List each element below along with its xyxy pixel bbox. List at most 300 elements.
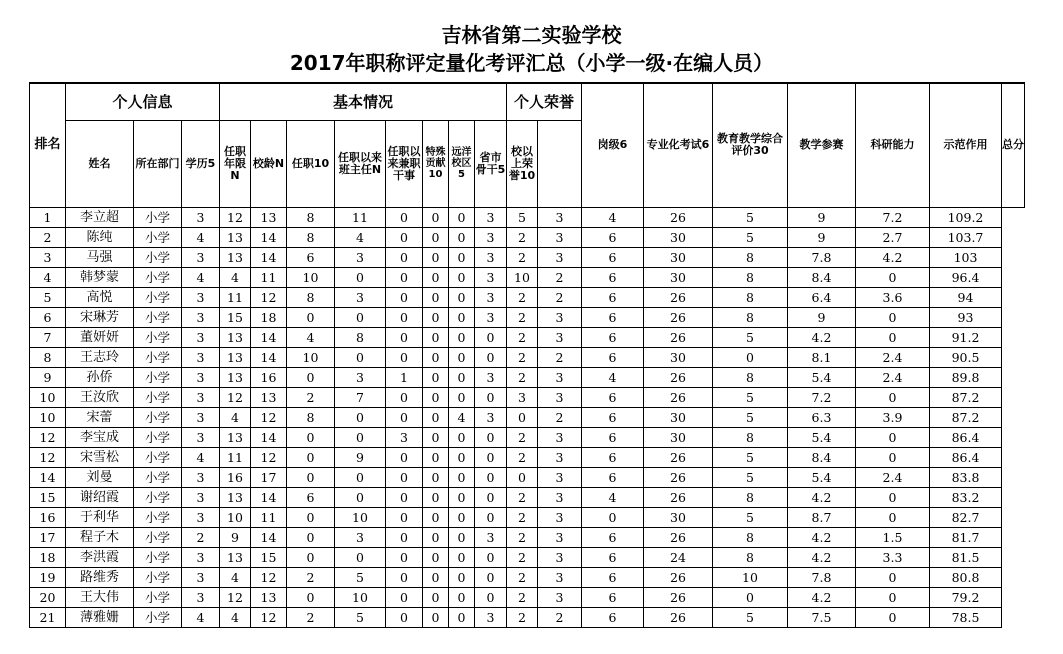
name-cell: 程子木	[66, 527, 134, 547]
rank-cell: 21	[30, 607, 66, 627]
name-cell: 韩梦蒙	[66, 267, 134, 287]
score-cell: 30	[644, 427, 713, 447]
name-cell: 孙侨	[66, 367, 134, 387]
score-cell: 3	[335, 367, 386, 387]
table-row	[30, 267, 1025, 287]
score-cell: 26	[644, 447, 713, 467]
score-cell: 3	[538, 587, 582, 607]
rank-cell: 4	[30, 267, 66, 287]
score-cell: 7.2	[856, 207, 930, 227]
score-cell: 30	[644, 267, 713, 287]
name-cell: 李立超	[66, 207, 134, 227]
header-rank: 排名	[30, 83, 66, 207]
score-cell: 0	[386, 387, 423, 407]
score-cell: 6	[582, 587, 644, 607]
dept-cell: 小学	[134, 307, 182, 327]
score-cell: 86.4	[930, 447, 1002, 467]
score-cell: 12	[251, 407, 287, 427]
score-cell: 5	[713, 227, 788, 247]
score-cell: 8.1	[788, 347, 856, 367]
rank-cell: 10	[30, 407, 66, 427]
score-cell: 4	[335, 227, 386, 247]
score-cell: 13	[220, 427, 251, 447]
score-cell: 3	[182, 247, 220, 267]
score-cell: 83.8	[930, 467, 1002, 487]
score-cell: 3	[335, 527, 386, 547]
score-cell: 8	[713, 427, 788, 447]
score-cell: 5	[713, 207, 788, 227]
score-cell: 0	[856, 607, 930, 627]
score-cell: 3	[335, 247, 386, 267]
score-cell: 0	[449, 567, 475, 587]
score-cell: 4	[220, 267, 251, 287]
score-cell: 12	[220, 387, 251, 407]
rank-cell: 1	[30, 207, 66, 227]
score-cell: 15	[251, 547, 287, 567]
score-cell: 3	[475, 287, 507, 307]
dept-cell: 小学	[134, 347, 182, 367]
score-cell: 2	[287, 607, 335, 627]
score-cell: 8.4	[788, 447, 856, 467]
score-cell: 4	[449, 407, 475, 427]
dept-cell: 小学	[134, 207, 182, 227]
name-cell: 王汝欣	[66, 387, 134, 407]
score-cell: 3	[182, 427, 220, 447]
score-cell: 9	[788, 307, 856, 327]
score-cell: 6	[582, 547, 644, 567]
score-cell: 3	[182, 347, 220, 367]
score-cell: 0	[423, 567, 449, 587]
rank-cell: 15	[30, 487, 66, 507]
score-cell: 2	[507, 347, 538, 367]
name-cell: 李宝成	[66, 427, 134, 447]
rank-cell: 19	[30, 567, 66, 587]
score-cell: 2	[507, 227, 538, 247]
header-remote: 远洋校区5	[449, 120, 475, 207]
score-cell: 0	[423, 527, 449, 547]
score-cell: 26	[644, 207, 713, 227]
score-cell: 16	[251, 367, 287, 387]
rank-cell: 5	[30, 287, 66, 307]
score-cell: 8	[713, 247, 788, 267]
score-cell: 0	[423, 327, 449, 347]
score-cell: 18	[251, 307, 287, 327]
score-cell: 0	[423, 467, 449, 487]
score-cell: 103.7	[930, 227, 1002, 247]
score-cell: 0	[423, 307, 449, 327]
header-total: 总分	[1002, 83, 1025, 207]
table-row	[30, 547, 1025, 567]
score-cell: 0	[475, 487, 507, 507]
score-cell: 0	[449, 447, 475, 467]
score-cell: 3	[538, 307, 582, 327]
score-cell: 8	[713, 487, 788, 507]
score-cell: 8	[287, 287, 335, 307]
score-cell: 3	[182, 507, 220, 527]
score-cell: 4	[220, 567, 251, 587]
school-title: 吉林省第二实验学校	[441, 23, 622, 47]
score-cell: 26	[644, 487, 713, 507]
score-cell: 0	[287, 367, 335, 387]
score-cell: 2	[287, 567, 335, 587]
score-cell: 83.2	[930, 487, 1002, 507]
score-cell: 0	[423, 227, 449, 247]
table-row	[30, 567, 1025, 587]
score-cell: 0	[423, 607, 449, 627]
score-cell: 0	[423, 347, 449, 367]
score-cell: 17	[251, 467, 287, 487]
score-cell: 91.2	[930, 327, 1002, 347]
score-cell: 0	[475, 427, 507, 447]
score-cell: 0	[582, 507, 644, 527]
score-cell: 0	[856, 587, 930, 607]
score-cell: 5.4	[788, 467, 856, 487]
score-cell: 6	[582, 567, 644, 587]
score-cell: 3	[538, 387, 582, 407]
score-cell: 5	[713, 447, 788, 467]
score-cell: 3	[182, 407, 220, 427]
score-cell: 26	[644, 327, 713, 347]
header-school-honor: 校以上荣誉10	[507, 120, 538, 207]
name-cell: 宋雪松	[66, 447, 134, 467]
score-cell: 0	[386, 507, 423, 527]
table-body	[30, 207, 1025, 627]
score-cell: 26	[644, 567, 713, 587]
score-cell: 4	[582, 367, 644, 387]
score-cell: 3	[182, 207, 220, 227]
score-cell: 0	[335, 427, 386, 447]
score-cell: 3	[538, 487, 582, 507]
score-cell: 10	[335, 507, 386, 527]
score-cell: 0	[856, 507, 930, 527]
score-cell: 26	[644, 367, 713, 387]
score-cell: 2	[287, 387, 335, 407]
dept-cell: 小学	[134, 467, 182, 487]
table-row	[30, 487, 1025, 507]
score-cell: 0	[475, 547, 507, 567]
score-cell: 2.4	[856, 347, 930, 367]
score-cell: 81.7	[930, 527, 1002, 547]
score-cell: 2	[507, 307, 538, 327]
score-cell: 7.8	[788, 247, 856, 267]
score-cell: 4.2	[856, 247, 930, 267]
score-cell: 6	[582, 347, 644, 367]
table-row	[30, 367, 1025, 387]
score-cell: 5	[507, 207, 538, 227]
score-cell: 2	[507, 507, 538, 527]
score-cell: 7.8	[788, 567, 856, 587]
score-cell: 11	[251, 267, 287, 287]
score-cell: 2	[538, 267, 582, 287]
score-cell: 89.8	[930, 367, 1002, 387]
score-table	[29, 82, 1025, 628]
score-cell: 0	[449, 527, 475, 547]
score-cell: 0	[423, 407, 449, 427]
score-cell: 0	[423, 587, 449, 607]
score-cell: 0	[423, 287, 449, 307]
table-row	[30, 327, 1025, 347]
score-cell: 5	[713, 407, 788, 427]
score-cell: 3	[538, 447, 582, 467]
score-cell: 30	[644, 247, 713, 267]
score-cell: 14	[251, 527, 287, 547]
score-cell: 2	[507, 587, 538, 607]
score-cell: 10	[713, 567, 788, 587]
score-cell: 26	[644, 307, 713, 327]
score-cell: 5.4	[788, 427, 856, 447]
dept-cell: 小学	[134, 567, 182, 587]
table-row	[30, 407, 1025, 427]
header-research: 科研能力	[856, 83, 930, 207]
score-cell: 8	[713, 307, 788, 327]
score-cell: 0	[287, 427, 335, 447]
dept-cell: 小学	[134, 487, 182, 507]
score-cell: 7.5	[788, 607, 856, 627]
score-cell: 0	[423, 447, 449, 467]
score-cell: 5	[713, 467, 788, 487]
score-cell: 30	[644, 407, 713, 427]
score-cell: 4	[182, 227, 220, 247]
rank-cell: 6	[30, 307, 66, 327]
score-cell: 4	[582, 487, 644, 507]
score-cell: 0	[386, 267, 423, 287]
score-cell: 0	[386, 487, 423, 507]
score-cell: 8	[713, 267, 788, 287]
score-cell: 0	[386, 547, 423, 567]
score-cell: 0	[449, 427, 475, 447]
score-cell: 4.2	[788, 487, 856, 507]
score-cell: 4	[220, 407, 251, 427]
table-row	[30, 467, 1025, 487]
score-cell: 0	[507, 407, 538, 427]
score-cell: 2	[538, 287, 582, 307]
score-cell: 4	[182, 267, 220, 287]
score-cell: 0	[335, 487, 386, 507]
rank-cell: 10	[30, 387, 66, 407]
name-cell: 陈纯	[66, 227, 134, 247]
score-cell: 13	[251, 207, 287, 227]
score-cell: 0	[386, 567, 423, 587]
score-cell: 6	[582, 327, 644, 347]
score-cell: 5	[713, 327, 788, 347]
score-cell: 30	[644, 227, 713, 247]
score-cell: 0	[386, 307, 423, 327]
score-cell: 12	[251, 607, 287, 627]
table-row	[30, 387, 1025, 407]
score-cell: 6	[287, 247, 335, 267]
header-demo: 示范作用	[930, 83, 1002, 207]
score-cell: 13	[220, 487, 251, 507]
score-cell: 0	[449, 327, 475, 347]
score-cell: 0	[287, 467, 335, 487]
score-cell: 30	[644, 347, 713, 367]
score-cell: 5	[335, 607, 386, 627]
score-cell: 4.2	[788, 587, 856, 607]
score-cell: 2	[507, 287, 538, 307]
score-cell: 0	[449, 487, 475, 507]
score-cell: 0	[386, 227, 423, 247]
name-cell: 王大伟	[66, 587, 134, 607]
score-cell: 14	[251, 247, 287, 267]
score-cell: 87.2	[930, 387, 1002, 407]
dept-cell: 小学	[134, 527, 182, 547]
score-cell: 4.2	[788, 547, 856, 567]
score-cell: 3	[182, 547, 220, 567]
score-cell: 4	[220, 607, 251, 627]
score-cell: 13	[220, 547, 251, 567]
header-group-honor: 个人荣誉	[507, 83, 582, 120]
score-cell: 80.8	[930, 567, 1002, 587]
table-row	[30, 207, 1025, 227]
score-cell: 0	[287, 527, 335, 547]
score-cell: 86.4	[930, 427, 1002, 447]
score-cell: 79.2	[930, 587, 1002, 607]
score-cell: 3	[475, 407, 507, 427]
score-cell: 1.5	[856, 527, 930, 547]
table-title: 2017年职称评定量化考评汇总（小学一级·在编人员）	[289, 51, 774, 75]
score-cell: 2	[182, 527, 220, 547]
rank-cell: 7	[30, 327, 66, 347]
score-cell: 3	[386, 427, 423, 447]
score-cell: 3	[538, 327, 582, 347]
score-cell: 0	[386, 327, 423, 347]
name-cell: 谢绍霞	[66, 487, 134, 507]
header-teaching-eval: 教育教学综合评价30	[713, 83, 788, 207]
score-cell: 82.7	[930, 507, 1002, 527]
score-cell: 0	[287, 547, 335, 567]
score-cell: 6	[582, 607, 644, 627]
score-cell: 26	[644, 527, 713, 547]
score-cell: 0	[449, 227, 475, 247]
score-cell: 0	[449, 287, 475, 307]
rank-cell: 17	[30, 527, 66, 547]
table-row	[30, 447, 1025, 467]
score-cell: 2	[538, 607, 582, 627]
score-cell: 0	[713, 587, 788, 607]
score-cell: 9	[788, 227, 856, 247]
score-cell: 2	[507, 247, 538, 267]
score-cell: 3	[538, 467, 582, 487]
score-cell: 6	[582, 467, 644, 487]
score-cell: 2	[507, 447, 538, 467]
header-provincial: 省市骨干5	[475, 120, 507, 207]
score-cell: 87.2	[930, 407, 1002, 427]
score-cell: 4.2	[788, 527, 856, 547]
rank-cell: 12	[30, 427, 66, 447]
score-cell: 8.4	[788, 267, 856, 287]
table-row	[30, 527, 1025, 547]
score-cell: 10	[220, 507, 251, 527]
dept-cell: 小学	[134, 507, 182, 527]
score-cell: 0	[856, 427, 930, 447]
score-cell: 2	[507, 367, 538, 387]
score-cell: 14	[251, 327, 287, 347]
score-cell: 3	[538, 507, 582, 527]
score-cell: 3	[182, 327, 220, 347]
score-cell: 26	[644, 607, 713, 627]
score-cell: 3	[475, 227, 507, 247]
score-cell: 0	[386, 247, 423, 267]
name-cell: 刘曼	[66, 467, 134, 487]
score-cell: 3	[538, 207, 582, 227]
score-cell: 10	[287, 267, 335, 287]
score-cell: 6	[582, 247, 644, 267]
score-cell: 3	[538, 427, 582, 447]
score-cell: 8	[713, 547, 788, 567]
score-cell: 0	[475, 447, 507, 467]
score-cell: 0	[335, 467, 386, 487]
dept-cell: 小学	[134, 547, 182, 567]
dept-cell: 小学	[134, 447, 182, 467]
score-cell: 15	[220, 307, 251, 327]
score-cell: 0	[449, 307, 475, 327]
score-cell: 9	[220, 527, 251, 547]
score-cell: 8	[713, 287, 788, 307]
score-cell: 3	[182, 587, 220, 607]
score-cell: 0	[287, 587, 335, 607]
score-cell: 14	[251, 487, 287, 507]
score-cell: 0	[287, 507, 335, 527]
score-cell: 0	[423, 387, 449, 407]
score-cell: 6	[582, 407, 644, 427]
score-cell: 0	[507, 467, 538, 487]
score-cell: 9	[335, 447, 386, 467]
header-group-personal: 个人信息	[66, 83, 220, 120]
score-cell: 96.4	[930, 267, 1002, 287]
header-years-in-post: 任职年限N	[220, 120, 251, 207]
score-cell: 2	[507, 607, 538, 627]
score-cell: 3	[475, 307, 507, 327]
score-cell: 11	[335, 207, 386, 227]
score-cell: 0	[335, 307, 386, 327]
score-cell: 2	[507, 487, 538, 507]
score-cell: 6	[582, 267, 644, 287]
header-group-basic: 基本情况	[220, 83, 507, 120]
score-cell: 0	[449, 347, 475, 367]
score-cell: 3.6	[856, 287, 930, 307]
score-cell: 3	[475, 267, 507, 287]
score-cell: 2.7	[856, 227, 930, 247]
header-head-teacher: 任职以来班主任N	[335, 120, 386, 207]
score-cell: 6	[582, 527, 644, 547]
name-cell: 李洪霞	[66, 547, 134, 567]
table-row	[30, 507, 1025, 527]
table-row	[30, 347, 1025, 367]
score-cell: 78.5	[930, 607, 1002, 627]
score-cell: 10	[335, 587, 386, 607]
rank-cell: 18	[30, 547, 66, 567]
score-cell: 3	[538, 367, 582, 387]
dept-cell: 小学	[134, 287, 182, 307]
table-row	[30, 287, 1025, 307]
score-cell: 13	[220, 367, 251, 387]
score-cell: 4	[182, 607, 220, 627]
score-cell: 11	[220, 447, 251, 467]
score-cell: 5	[335, 567, 386, 587]
score-cell: 0	[386, 287, 423, 307]
score-cell: 0	[386, 407, 423, 427]
score-cell: 0	[449, 247, 475, 267]
rank-cell: 14	[30, 467, 66, 487]
score-cell: 0	[335, 347, 386, 367]
score-cell: 0	[475, 327, 507, 347]
score-cell: 2	[507, 547, 538, 567]
rank-cell: 12	[30, 447, 66, 467]
score-cell: 0	[386, 607, 423, 627]
score-cell: 109.2	[930, 207, 1002, 227]
score-cell: 3	[475, 527, 507, 547]
score-cell: 16	[220, 467, 251, 487]
